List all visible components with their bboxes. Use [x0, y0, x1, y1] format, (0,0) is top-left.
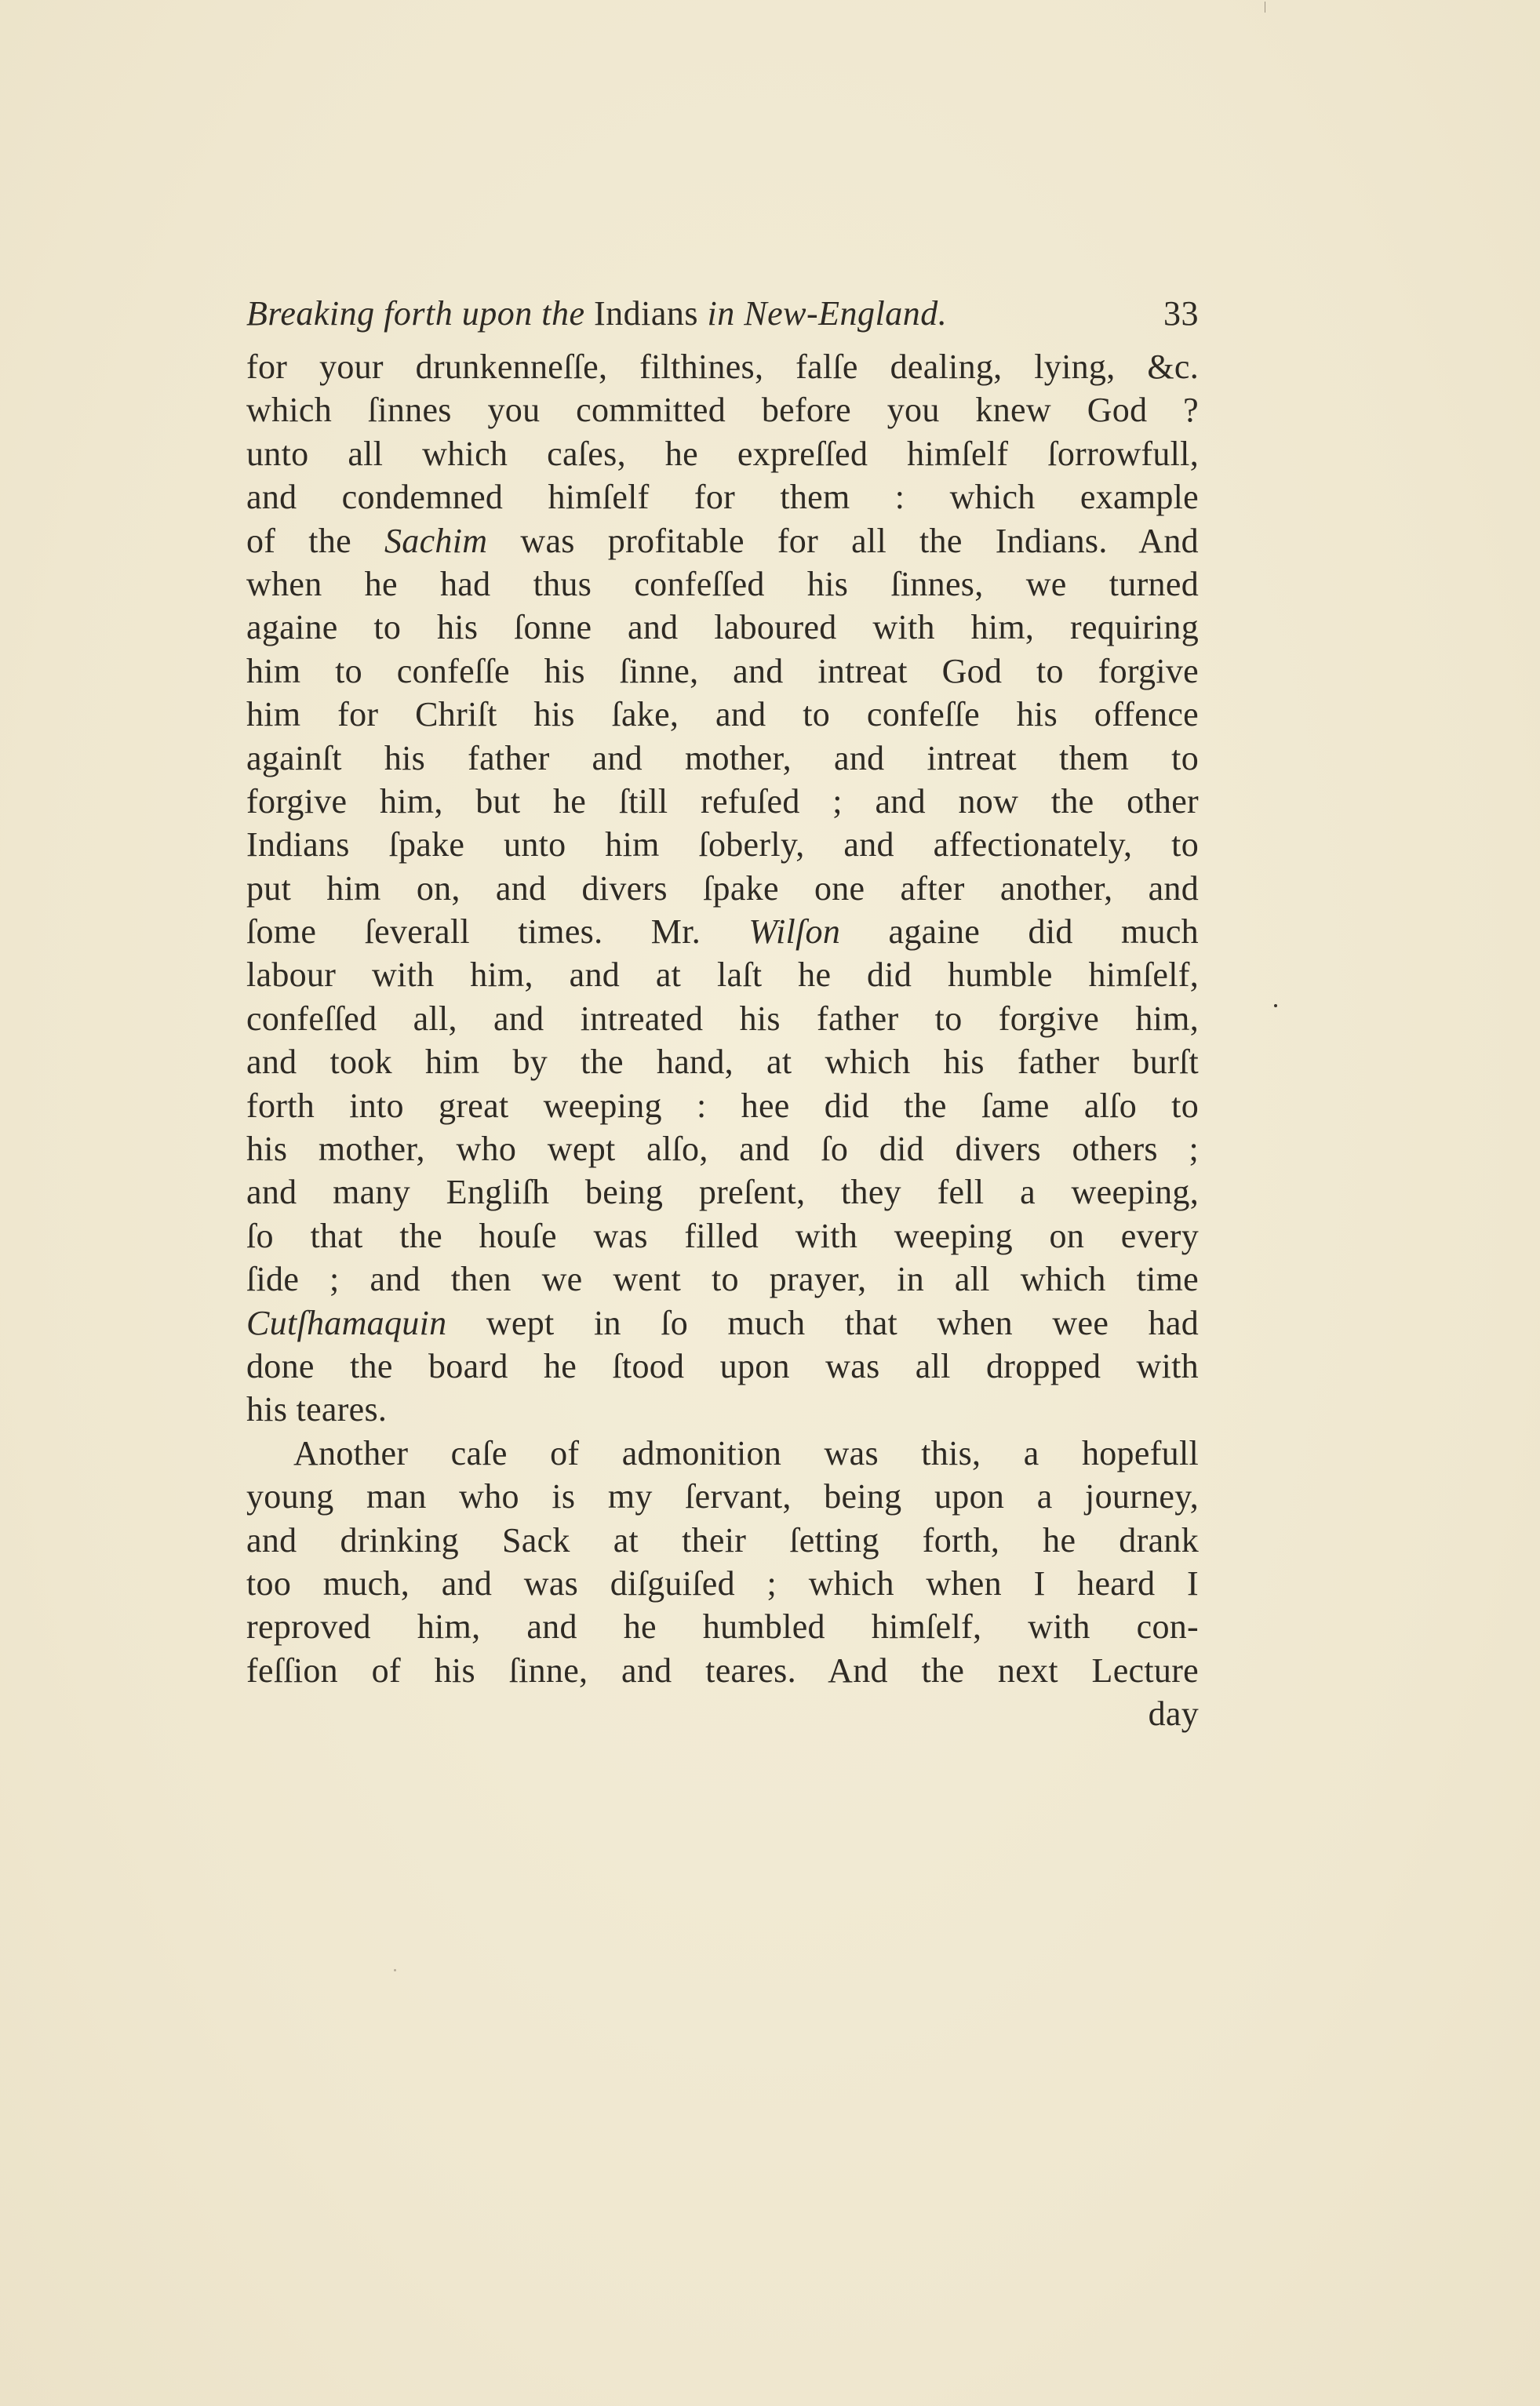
text-line: him for Chriſt his ſake, and to confeſſe his offence: [246, 695, 1199, 734]
catchword: day: [1148, 1694, 1199, 1734]
line-segment: againe did much: [888, 912, 1199, 952]
text-line: young man who is my ſervant, being upon a journey,: [246, 1477, 1199, 1516]
text-line: ſide ; and then we went to prayer, in all which time: [246, 1260, 1199, 1299]
text-line: his teares.: [246, 1390, 388, 1429]
text-line: which ſinnes you committed before you knew God ?: [246, 391, 1199, 430]
text-line: and drinking Sack at their ſetting forth, he drank: [246, 1520, 1199, 1560]
text-line: forgive him, but he ſtill refuſed ; and now the other: [246, 781, 1199, 821]
text-line: ſo that the houſe was filled with weeping on every: [246, 1216, 1199, 1255]
italic-name: Cutſhamaquin: [246, 1303, 447, 1342]
text-line: reproved him, and he humbled himſelf, with con-: [246, 1607, 1199, 1647]
text-line: him to confeſſe his ſinne, and intreat God to forgive: [246, 651, 1199, 690]
text-line: and took him by the hand, at which his father burſt: [246, 1043, 1199, 1082]
text-line: unto all which caſes, he expreſſed himſelf ſorrowfull,: [246, 434, 1199, 473]
text-line: Another caſe of admonition was this, a hopefull: [293, 1433, 1199, 1472]
text-line: [246, 910, 1199, 953]
line-segment: of the: [246, 521, 351, 560]
text-line: when he had thus confeſſed his ſinnes, we turned: [246, 564, 1199, 603]
text-line: forth into great weeping : hee did the ſame alſo to: [246, 1086, 1199, 1125]
text-line: [246, 519, 1199, 562]
text-line: for your drunkenneſſe, filthines, falſe dealing, lying, &c.: [246, 348, 1199, 386]
body-text: [246, 345, 1199, 1692]
text-line: labour with him, and at laſt he did humble himſelf,: [246, 955, 1199, 995]
line-segment: wept in ſo much that when wee had: [486, 1303, 1199, 1342]
text-line: and many Engliſh being preſent, they fell a weeping,: [246, 1173, 1199, 1212]
italic-name: Wilſon: [748, 912, 841, 952]
text-line: Indians ſpake unto him ſoberly, and affectionately, to: [246, 825, 1199, 864]
text-line: feſſion of his ſinne, and teares. And the next Lecture: [246, 1651, 1199, 1690]
text-line: and condemned himſelf for them : which example: [246, 478, 1199, 517]
text-line: againſt his father and mother, and intreat them to: [246, 738, 1199, 777]
text-line: done the board he ſtood upon was all dropped with: [246, 1346, 1199, 1385]
running-head: [246, 282, 1199, 345]
running-head-title: Breaking forth upon the: [246, 294, 585, 333]
text-line: put him on, and divers ſpake one after another, and: [246, 868, 1199, 908]
text-line: againe to his ſonne and laboured with him, requiring: [246, 608, 1199, 647]
text-line: his mother, who wept alſo, and ſo did divers others ;: [246, 1130, 1199, 1169]
running-head-indians: Indians: [593, 294, 699, 333]
page-speck: [394, 1969, 396, 1971]
text-block: [246, 282, 1199, 1736]
line-segment: was profitable for all the Indians. And: [520, 521, 1199, 560]
page-speck: [1274, 1004, 1277, 1007]
page-number: 33: [1163, 294, 1199, 333]
italic-name: Sachim: [384, 521, 488, 560]
text-line: too much, and was diſguiſed ; which when I heard I: [246, 1563, 1199, 1603]
text-line: confeſſed all, and intreated his father to forgive him,: [246, 999, 1199, 1038]
text-line: [246, 1301, 1199, 1345]
running-head-place: in New-England.: [707, 294, 948, 333]
line-segment: ſome ſeverall times. Mr.: [246, 912, 701, 952]
